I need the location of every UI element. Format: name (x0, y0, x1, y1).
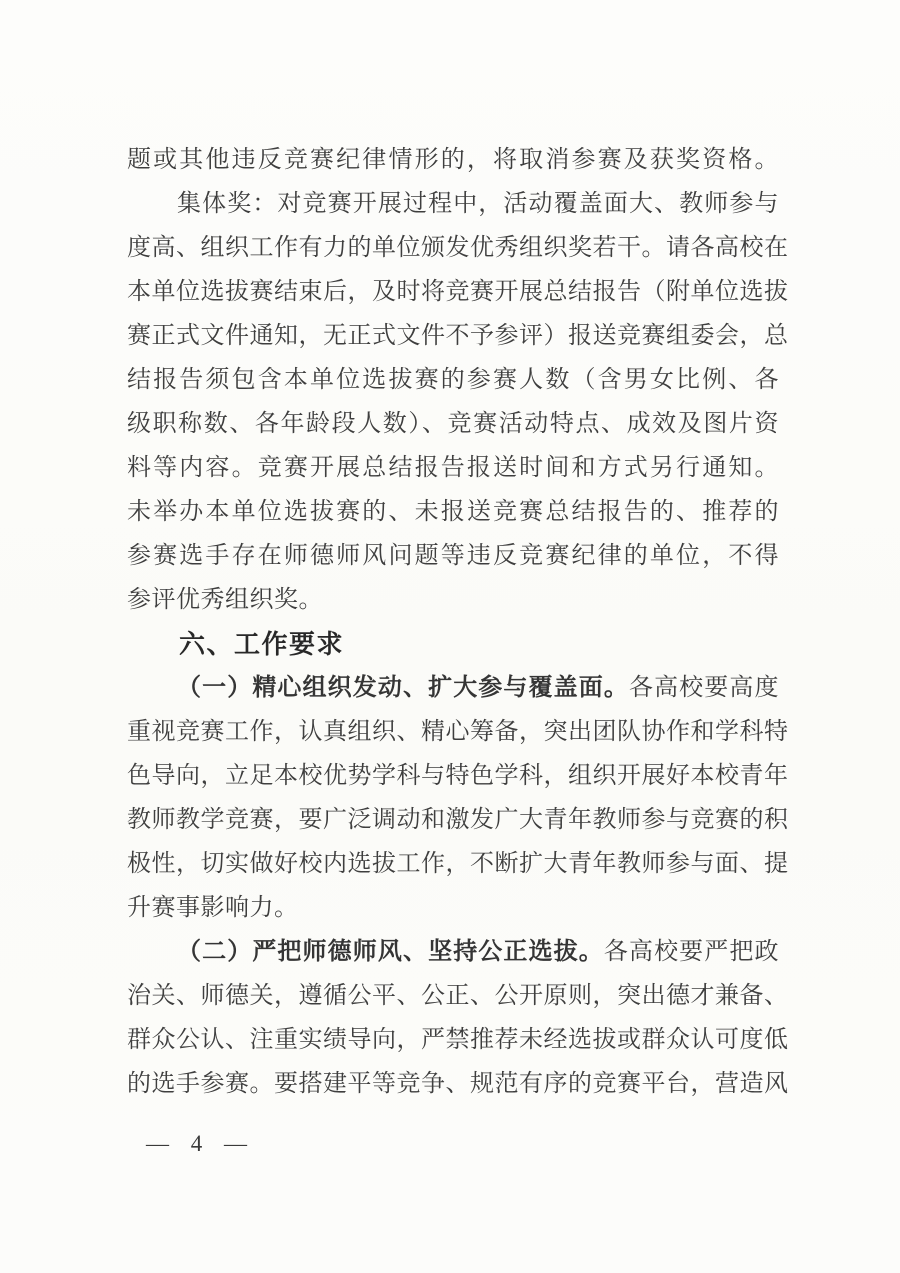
document-line: 重视竞赛工作，认真组织、精心筹备，突出团队协作和学科特 (127, 719, 789, 745)
document-line: 未举办本单位选拔赛的、未报送竞赛总结报告的、推荐的 (127, 499, 779, 525)
document-line: 升赛事影响力。 (127, 895, 299, 921)
document-line: 治关、师德关，遵循公平、公正、公开原则，突出德才兼备、 (127, 983, 789, 1009)
document-line: 赛正式文件通知，无正式文件不予参评）报送竞赛组委会，总 (127, 323, 789, 349)
document-line: 本单位选拔赛结束后，及时将竞赛开展总结报告（附单位选拔 (127, 279, 789, 305)
document-line (127, 930, 779, 974)
paragraph-text: 各高校要高度 (628, 675, 780, 701)
document-line: 参赛选手存在师德师风问题等违反竞赛纪律的单位，不得 (127, 543, 779, 569)
paragraph-lead: （二）严把师德师风、坚持公正选拔。 (177, 939, 604, 965)
document-line: 结报告须包含本单位选拔赛的参赛人数（含男女比例、各 (127, 367, 779, 393)
document-line: 料等内容。竞赛开展总结报告报送时间和方式另行通知。 (127, 455, 779, 481)
document-line: 教师教学竞赛，要广泛调动和激发广大青年教师参与竞赛的积 (127, 807, 789, 833)
document-body (127, 138, 789, 1106)
paragraph-text: 各高校要严把政 (603, 939, 780, 965)
section-heading-work-requirements: 六、工作要求 (179, 629, 345, 659)
document-line: 群众公认、注重实绩导向，严禁推荐未经选拔或群众认可度低 (127, 1027, 789, 1053)
document-line: 的选手参赛。要搭建平等竞争、规范有序的竞赛平台，营造风 (127, 1071, 789, 1097)
page-number: — 4 — (146, 1131, 249, 1156)
paragraph-lead: （一）精心组织发动、扩大参与覆盖面。 (177, 675, 629, 701)
document-line: 色导向，立足本校优势学科与特色学科，组织开展好本校青年 (127, 763, 789, 789)
document-line (127, 666, 779, 710)
document-line: 度高、组织工作有力的单位颁发优秀组织奖若干。请各高校在 (127, 235, 789, 261)
document-line: 极性，切实做好校内选拔工作，不断扩大青年教师参与面、提 (127, 851, 789, 877)
document-line: 题或其他违反竞赛纪律情形的，将取消参赛及获奖资格。 (127, 147, 779, 173)
document-line: 集体奖：对竞赛开展过程中，活动覆盖面大、教师参与 (177, 191, 779, 217)
document-line: 参评优秀组织奖。 (127, 587, 323, 613)
document-line: 级职称数、各年龄段人数）、竞赛活动特点、成效及图片资 (127, 411, 779, 437)
